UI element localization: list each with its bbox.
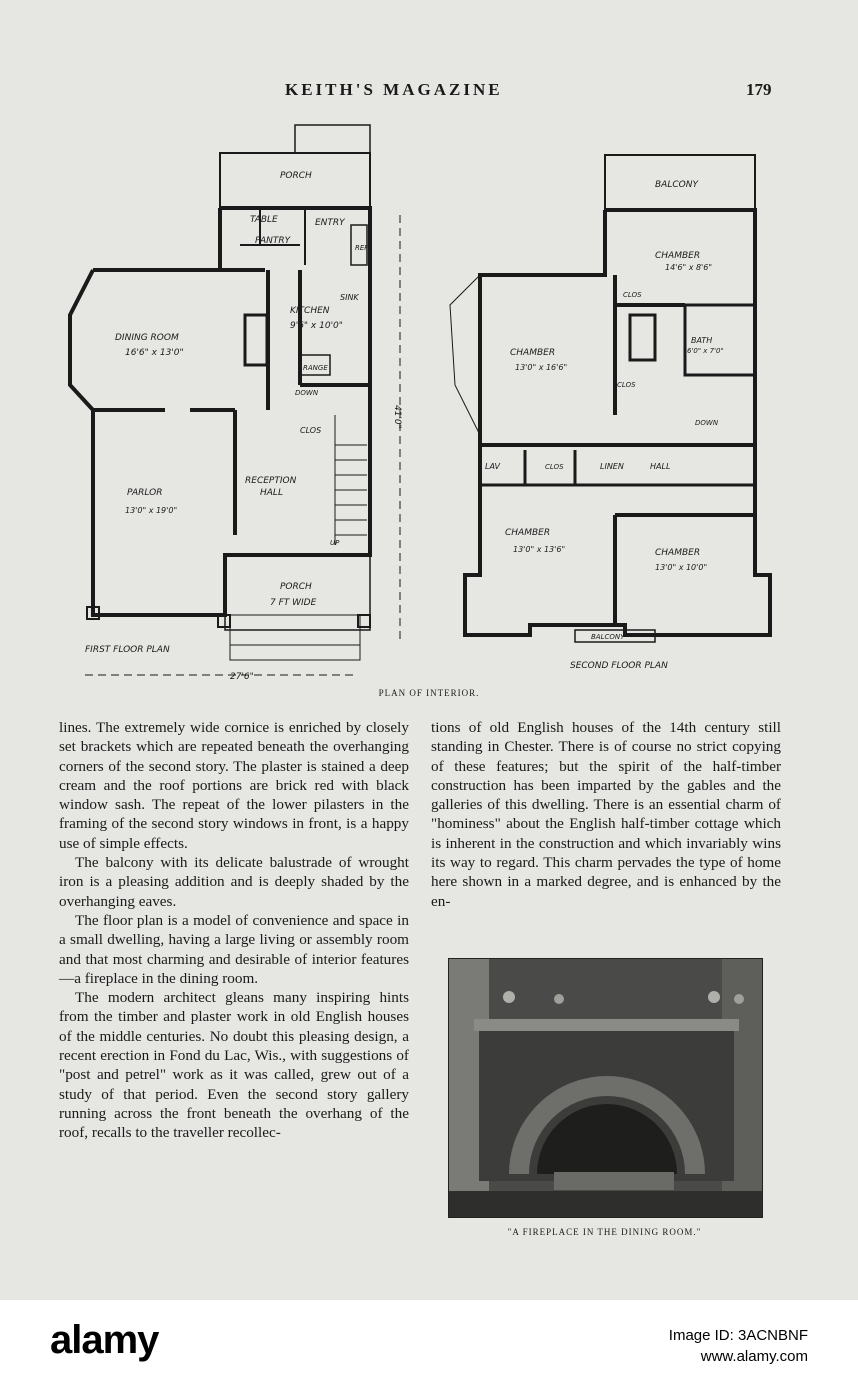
label-entry: ENTRY (315, 218, 345, 228)
label-reception: RECEPTION (245, 476, 297, 486)
article-left-column (59, 718, 409, 1143)
label-chamber-front-dim: 13'0" x 13'6" (513, 545, 566, 554)
paragraph: The balcony with its delicate balustrade of wrought iron is a pleasing addition and is deeply shaded by the overhanging eaves. (59, 854, 409, 910)
page-header (0, 80, 858, 104)
label-bath: BATH (691, 336, 713, 345)
label-porch-dim: 7 FT WIDE (270, 598, 317, 608)
banner-info (669, 1325, 808, 1367)
label-clos3: CLOS (545, 463, 564, 471)
label-lav: LAV (485, 462, 501, 471)
site-url: www.alamy.com (700, 1348, 808, 1365)
photo-caption: "A FIREPLACE IN THE DINING ROOM." (507, 1227, 702, 1237)
label-chamber-main: CHAMBER (510, 348, 556, 358)
label-second-floor: SECOND FLOOR PLAN (570, 661, 668, 671)
fireplace-photo (448, 958, 763, 1218)
label-chamber-rear: CHAMBER (655, 251, 701, 261)
paragraph: lines. The extremely wide cornice is enriched by closely set brackets which are repeated beneath the overhanging corners of the second story. The plaster is stained a deep cream and the roof portions are brick red with black window sash. The repeat of the lower pilasters in the framing of the second story windows in front, is a happy use of simple effects. (59, 719, 409, 852)
label-kitchen: KITCHEN (290, 306, 330, 316)
paragraph: The modern architect gleans many inspiring hints from the timber and plaster work in old English houses of the middle centuries. No doubt this pleasing design, a recent erection in Fond du Lac, Wis., with suggestions of "post and petrel" work as it was called, grew out of a study of that period. Even the second story gallery running across the front beneath the overhang of the roof, recalls to the traveller recollec- (59, 989, 409, 1142)
stock-photo-banner (0, 1300, 858, 1390)
label-porch-front: PORCH (280, 582, 312, 592)
label-chamber-side: CHAMBER (655, 548, 701, 558)
label-parlor: PARLOR (127, 488, 163, 498)
page-number: 179 (746, 80, 772, 99)
plan-caption: PLAN OF INTERIOR. (378, 688, 480, 698)
label-chamber-main-dim: 13'0" x 16'6" (515, 363, 568, 372)
label-first-floor: FIRST FLOOR PLAN (85, 645, 170, 655)
label-balcony-rear: BALCONY (655, 180, 698, 190)
article-right-column (431, 718, 781, 911)
label-hall-2: HALL (650, 462, 671, 471)
label-chamber-rear-dim: 14'6" x 8'6" (665, 263, 713, 272)
label-chamber-side-dim: 13'0" x 10'0" (655, 563, 708, 572)
floor-plans-drawing (55, 115, 805, 690)
label-pantry: PANTRY (255, 236, 291, 246)
label-ref: REF (355, 244, 369, 252)
label-width-dim: 27'6" (230, 672, 254, 682)
label-balcony-front: BALCONY (591, 633, 625, 641)
paragraph: The floor plan is a model of convenience and space in a small dwelling, having a large living or assembly room and that most charming and desirable of interior features —a fireplace in the dining room. (59, 911, 409, 987)
label-chamber-front: CHAMBER (505, 528, 551, 538)
label-down-2: DOWN (695, 419, 719, 427)
label-hall: HALL (260, 488, 283, 498)
magazine-title: KEITH'S MAGAZINE (285, 80, 503, 99)
label-depth-dim: 41'0" (392, 405, 402, 429)
label-porch-rear: PORCH (280, 171, 312, 181)
label-down: DOWN (295, 389, 319, 397)
label-clos1: CLOS (623, 291, 642, 299)
label-up: UP (330, 539, 340, 547)
label-kitchen-dim: 9'6" x 10'0" (290, 321, 343, 331)
label-table: TABLE (250, 215, 278, 225)
image-id: Image ID: 3ACNBNF (668, 1327, 808, 1344)
label-clos2: CLOS (617, 381, 636, 389)
label-dining: DINING ROOM (115, 333, 179, 343)
second-floor-plan (450, 155, 770, 642)
label-parlor-dim: 13'0" x 19'0" (125, 506, 178, 515)
label-range: RANGE (303, 364, 328, 372)
alamy-logo: alamy (50, 1318, 159, 1362)
label-sink: SINK (340, 293, 359, 302)
label-clos: CLOS (300, 426, 322, 435)
label-bath-dim: 6'0" x 7'0" (687, 347, 724, 355)
label-linen: LINEN (600, 462, 624, 471)
label-dining-dim: 16'6" x 13'0" (125, 348, 184, 358)
first-floor-plan (70, 125, 400, 675)
paragraph: tions of old English houses of the 14th century still standing in Chester. There is of course no strict copying of these features; but the spirit of the half-timber construction has been imparted by the gables and the galleries of this dwelling. There is an essential charm of "hominess" about the English half-timber cottage which is inherent in the construction and which invariably wins its way to regard. This charm pervades the type of home here shown in a marked degree, and is enhanced by the en- (431, 719, 781, 910)
